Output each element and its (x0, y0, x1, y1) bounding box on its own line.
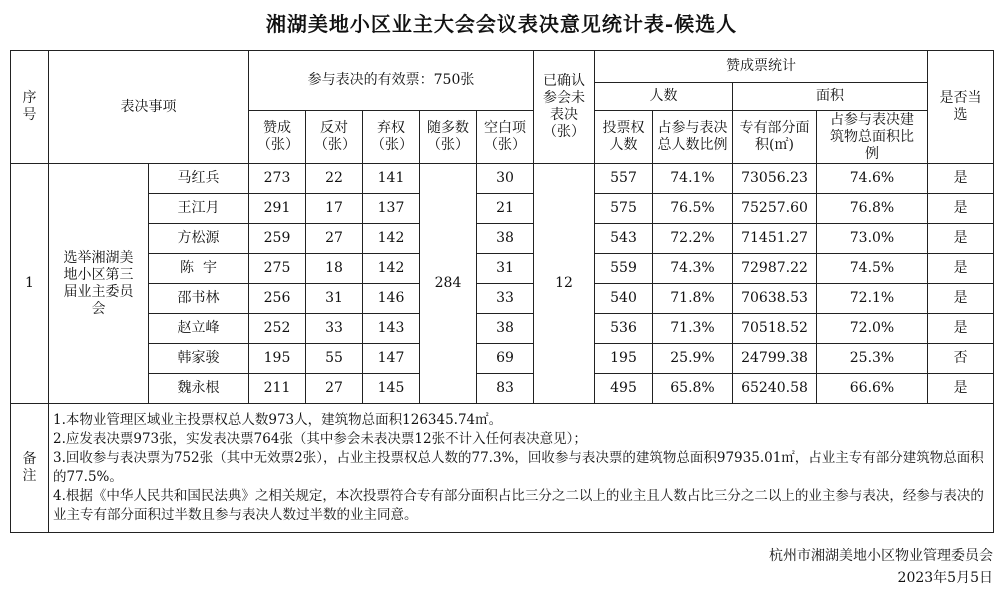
cell-area-ratio: 76.8% (817, 194, 928, 224)
item-seq: 1 (11, 164, 49, 404)
header-follow-majority: 随多数（张） (420, 111, 477, 164)
candidate-name: 方松源 (149, 224, 249, 254)
header-people-ratio: 占参与表决总人数比例 (653, 111, 733, 164)
cell-approve: 275 (249, 254, 306, 284)
cell-oppose: 33 (306, 314, 363, 344)
cell-elected: 是 (928, 164, 994, 194)
note-line: 2.应发表决票973张，实发表决票764张（其中参会未表决票12张不计入任何表决意见）； (53, 431, 587, 447)
candidate-name: 赵立峰 (149, 314, 249, 344)
candidate-name: 韩家骏 (149, 344, 249, 374)
cell-approve: 252 (249, 314, 306, 344)
cell-voters: 559 (595, 254, 653, 284)
cell-people-ratio: 71.3% (653, 314, 733, 344)
header-matter: 表决事项 (49, 51, 249, 164)
cell-elected: 是 (928, 314, 994, 344)
cell-abstain: 145 (363, 374, 420, 404)
cell-area: 75257.60 (733, 194, 817, 224)
vote-table (10, 50, 994, 533)
cell-area: 70638.53 (733, 284, 817, 314)
header-valid-votes: 参与表决的有效票：750张 (249, 51, 534, 111)
cell-voters: 540 (595, 284, 653, 314)
cell-elected: 否 (928, 344, 994, 374)
cell-oppose: 27 (306, 374, 363, 404)
cell-area-ratio: 73.0% (817, 224, 928, 254)
header-area: 面积 (733, 83, 928, 111)
cell-abstain: 142 (363, 224, 420, 254)
cell-elected: 是 (928, 224, 994, 254)
cell-abstain: 147 (363, 344, 420, 374)
header-area-ratio: 占参与表决建筑物总面积比例 (817, 111, 928, 164)
candidate-name: 王江月 (149, 194, 249, 224)
cell-elected: 是 (928, 254, 994, 284)
cell-blank: 31 (477, 254, 534, 284)
note-line: 4.根据《中华人民共和国民法典》之相关规定，本次投票符合专有部分面积占比三分之二以上的业主且人数占比三分之二以上的业主参与表决，经参与表决的业主专有部分面积过半数且参与表决人数过半数的业主同意。 (53, 488, 984, 523)
cell-oppose: 22 (306, 164, 363, 194)
cell-oppose: 27 (306, 224, 363, 254)
cell-blank: 33 (477, 284, 534, 314)
cell-area: 24799.38 (733, 344, 817, 374)
cell-area-ratio: 74.5% (817, 254, 928, 284)
header-oppose: 反对（张） (306, 111, 363, 164)
cell-blank: 30 (477, 164, 534, 194)
cell-area-ratio: 72.0% (817, 314, 928, 344)
cell-abstain: 141 (363, 164, 420, 194)
cell-area-ratio: 72.1% (817, 284, 928, 314)
cell-follow-majority: 284 (420, 164, 477, 404)
header-people: 人数 (595, 83, 733, 111)
note-line: 3.回收参与表决票为752张（其中无效票2张），占业主投票权总人数的77.3%，回收参与表决票的建筑物总面积97935.01㎡，占业主专有部分建筑物总面积的77.5%。 (53, 450, 984, 485)
cell-people-ratio: 74.1% (653, 164, 733, 194)
cell-elected: 是 (928, 194, 994, 224)
cell-voters: 536 (595, 314, 653, 344)
cell-abstain: 137 (363, 194, 420, 224)
cell-blank: 83 (477, 374, 534, 404)
cell-people-ratio: 76.5% (653, 194, 733, 224)
cell-voters: 575 (595, 194, 653, 224)
cell-oppose: 31 (306, 284, 363, 314)
cell-area-ratio: 66.6% (817, 374, 928, 404)
cell-people-ratio: 74.3% (653, 254, 733, 284)
notes-body (49, 404, 994, 533)
note-line: 1.本物业管理区域业主投票权总人数973人，建筑物总面积126345.74㎡。 (53, 412, 503, 428)
page-title: 湘湖美地小区业主大会会议表决意见统计表-候选人 (265, 12, 738, 36)
cell-blank: 69 (477, 344, 534, 374)
cell-area: 72987.22 (733, 254, 817, 284)
header-approve: 赞成（张） (249, 111, 306, 164)
item-name: 选举湘湖美地小区第三届业主委员会 (49, 164, 149, 404)
header-approval-stats: 赞成票统计 (595, 51, 928, 83)
header-abstain: 弃权（张） (363, 111, 420, 164)
cell-area-ratio: 74.6% (817, 164, 928, 194)
cell-voters: 543 (595, 224, 653, 254)
candidate-name: 马红兵 (149, 164, 249, 194)
cell-abstain: 142 (363, 254, 420, 284)
candidate-name: 邵书林 (149, 284, 249, 314)
cell-approve: 195 (249, 344, 306, 374)
cell-abstain: 146 (363, 284, 420, 314)
cell-elected: 是 (928, 374, 994, 404)
cell-approve: 211 (249, 374, 306, 404)
cell-blank: 21 (477, 194, 534, 224)
header-area-value: 专有部分面积(㎡) (733, 111, 817, 164)
footer-date: 2023年5月5日 (897, 570, 993, 586)
cell-people-ratio: 65.8% (653, 374, 733, 404)
cell-oppose: 17 (306, 194, 363, 224)
header-confirmed-absent: 已确认参会未表决（张） (534, 51, 595, 164)
cell-voters: 195 (595, 344, 653, 374)
header-blank: 空白项（张） (477, 111, 534, 164)
cell-area-ratio: 25.3% (817, 344, 928, 374)
cell-voters: 495 (595, 374, 653, 404)
candidate-name: 魏永根 (149, 374, 249, 404)
cell-approve: 256 (249, 284, 306, 314)
cell-area: 65240.58 (733, 374, 817, 404)
header-elected: 是否当选 (928, 51, 994, 164)
cell-area: 70518.52 (733, 314, 817, 344)
cell-confirmed-absent: 12 (534, 164, 595, 404)
cell-approve: 291 (249, 194, 306, 224)
cell-oppose: 18 (306, 254, 363, 284)
cell-abstain: 143 (363, 314, 420, 344)
cell-people-ratio: 71.8% (653, 284, 733, 314)
cell-voters: 557 (595, 164, 653, 194)
notes-label: 备注 (11, 404, 49, 533)
header-voter-count: 投票权人数 (595, 111, 653, 164)
candidate-name: 陈 宇 (149, 254, 249, 284)
header-seq: 序号 (11, 51, 49, 164)
cell-area: 71451.27 (733, 224, 817, 254)
cell-approve: 259 (249, 224, 306, 254)
cell-approve: 273 (249, 164, 306, 194)
footer-org: 杭州市湘湖美地小区物业管理委员会 (769, 548, 993, 564)
cell-blank: 38 (477, 224, 534, 254)
cell-blank: 38 (477, 314, 534, 344)
cell-area: 73056.23 (733, 164, 817, 194)
cell-oppose: 55 (306, 344, 363, 374)
cell-elected: 是 (928, 284, 994, 314)
cell-people-ratio: 25.9% (653, 344, 733, 374)
cell-people-ratio: 72.2% (653, 224, 733, 254)
